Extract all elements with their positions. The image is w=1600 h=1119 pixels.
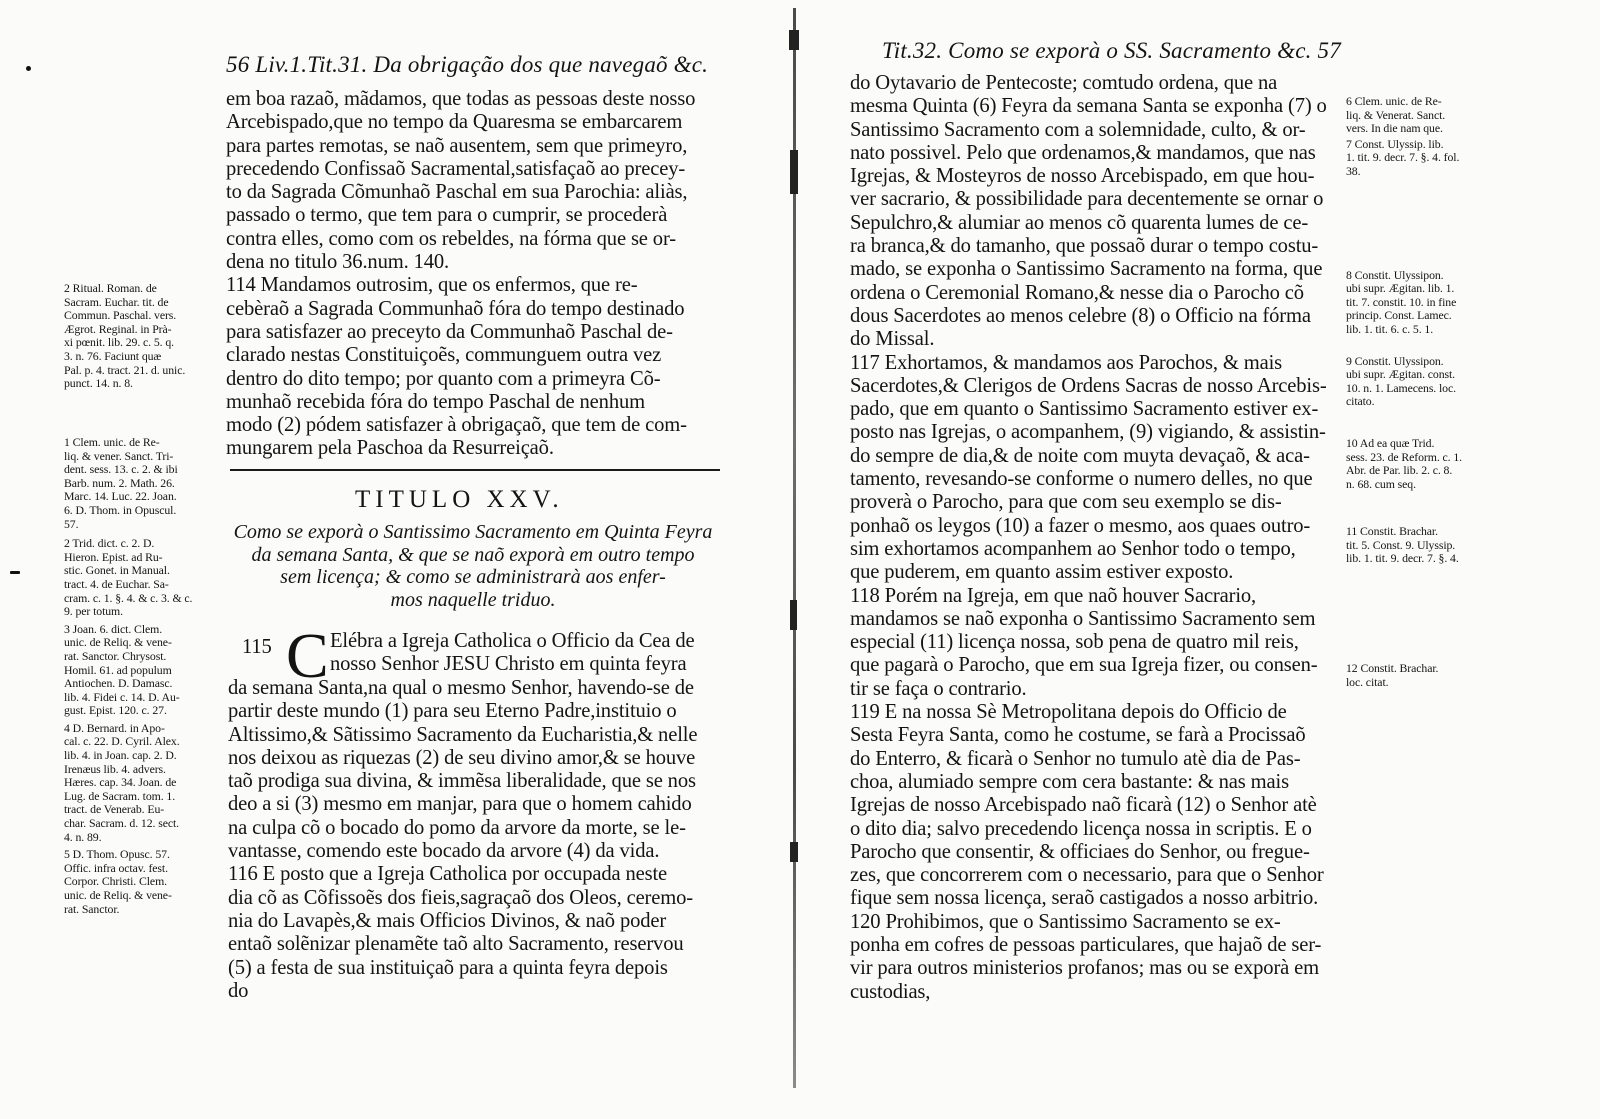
- text-line: vantasse, comendo este bocado da arvore (4) da vida.: [228, 840, 660, 863]
- margin-note: 5 D. Thom. Opusc. 57. Offic. infra octav. fest. Corpor. Christi. Clem. unic. de Reliq. & vene- rat. Sanctor.: [64, 847, 172, 916]
- text-line: dia cõ as Cõfissoẽs dos fieis,sagraçaõ dos Oleos, ceremo-: [228, 886, 693, 909]
- text-line: mungarem pela Paschoa da Resurreiçaõ.: [226, 437, 554, 460]
- text-line: (5) a festa de sua instituiçaõ para a quinta feyra depois: [228, 956, 668, 979]
- text-line: mandamos se naõ exponha o Santissimo Sacramento sem: [850, 607, 1316, 630]
- subtitle-line: sem licença; & como se administrarà aos enfer-: [280, 566, 666, 588]
- margin-note: 8 Constit. Ulyssipon. ubi supr. Ægitan. lib. 1. tit. 7. constit. 10. in fine princip. Const. Lamec. lib. 1. tit. 6. c. 5. 1.: [1346, 267, 1457, 336]
- text-line: Elébra a Igreja Catholica o Officio da Cea de: [330, 630, 695, 652]
- margin-note: 7 Const. Ulyssip. lib. 1. tit. 9. decr. 7. §. 4. fol. 38.: [1346, 136, 1460, 178]
- margin-note: 10 Ad ea quæ Trid. sess. 23. de Reform. c. 1. Abr. de Par. lib. 2. c. 8. n. 68. cum seq.: [1346, 435, 1463, 491]
- text-line: mado, se exponha o Santissimo Sacramento na forma, que: [850, 258, 1323, 281]
- subtitle-line: Como se exporà o Santissimo Sacramento em Quinta Feyra: [233, 521, 713, 543]
- left-text-bottom-indented: [330, 630, 730, 677]
- text-line: ra branca,& do tamanho, que possaõ durar o tempo costu-: [850, 235, 1319, 258]
- text-line: dentro do dito tempo; por quanto com a primeyra Cõ-: [226, 367, 661, 390]
- text-line: nosso Senhor JESU Christo em quinta feyra: [330, 653, 687, 676]
- drop-cap: C: [286, 620, 329, 691]
- ink-speck: [10, 571, 20, 574]
- text-line: para satisfazer ao preceyto da Communhaõ Paschal de-: [226, 320, 673, 343]
- text-line: 116 E posto que a Igreja Catholica por occupada neste: [228, 863, 668, 886]
- left-text-bottom: [228, 677, 748, 1003]
- text-line: nos deixou as riquezas (2) de seu divino amor,& se houve: [228, 746, 696, 769]
- margin-note: 4 D. Bernard. in Apo- cal. c. 22. D. Cyril. Alex. lib. 4. in Joan. cap. 2. D. Irenæus lib. 4. advers. Hæres. cap. 34. Joan. de Lug. de Sacram. tom. 1. tract. de Venerab. Eu- char. Sacram. d. 12. sect. 4. n. 89.: [64, 720, 180, 844]
- text-line: especial (11) licença nossa, sob pena de quatro mil reis,: [850, 631, 1299, 654]
- text-line: munhaõ recebida fóra do tempo Paschal de nenhum: [226, 390, 645, 413]
- text-line: do: [228, 979, 249, 1002]
- text-line: tir se faça o contrario.: [850, 677, 1027, 700]
- text-line: custodias,: [850, 980, 931, 1003]
- subtitle-line: da semana Santa, & que se naõ exporà em outro tempo: [251, 543, 695, 566]
- text-line: cebèraõ a Sagrada Communhaõ fóra do tempo destinado: [226, 297, 685, 320]
- text-line: proverà o Parocho, para que com seu exemplo se dis-: [850, 491, 1282, 514]
- text-line: que puderem, em quanto assim estiver exposto.: [850, 561, 1234, 584]
- text-line: Altissimo,& Sãtissimo Sacramento da Eucharistia,& nelle: [228, 723, 698, 746]
- right-text: [850, 72, 1380, 1004]
- text-line: Arcebispado,que no tempo da Quaresma se embarcarem: [226, 111, 683, 134]
- text-line: deo a si (3) mesmo em manjar, para que o homem cahido: [228, 793, 692, 816]
- right-running-head: Tit.32. Como se exporà o SS. Sacramento &c. 57: [882, 38, 1341, 63]
- text-line: taõ prodiga sua divina, & immẽsa liberalidade, que se nos: [228, 770, 696, 793]
- margin-note: 6 Clem. unic. de Re- liq. & Venerat. Sanct. vers. In die nam que.: [1346, 94, 1446, 136]
- titulo-subtitle: [228, 521, 718, 611]
- text-line: 118 Porém na Igreja, em que naõ houver Sacrario,: [850, 584, 1257, 607]
- text-line: Santissimo Sacramento com a solemnidade, culto, & or-: [850, 118, 1306, 141]
- text-line: vir para outros ministerios profanos; mas ou se exporà em: [850, 957, 1319, 980]
- text-line: tamento, revesando-se conforme o numero delles, no que: [850, 468, 1313, 491]
- text-line: 120 Prohibimos, que o Santissimo Sacramento se ex-: [850, 910, 1281, 933]
- subtitle-line: mos naquelle triduo.: [390, 588, 556, 611]
- margin-note: 2 Ritual. Roman. de Sacram. Euchar. tit. de Commun. Paschal. vers. Ægrot. Reginal. in Prà- xi pœnit. lib. 29. c. 5. q. 3. n. 76. Faciunt quæ Pal. p. 4. tract. 21. d. unic. punct. 14. n. 8.: [64, 281, 186, 391]
- text-line: Igrejas, & Mosteyros de nosso Arcebispado, em que hou-: [850, 165, 1315, 188]
- text-line: em boa razaõ, mãdamos, que todas as pessoas deste nosso: [226, 88, 696, 110]
- left-margin-notes-bottom: [64, 436, 224, 926]
- text-line: do Oytavario de Pentecoste; comtudo ordena, que na: [850, 72, 1278, 94]
- text-line: precedendo Confissaõ Sacramental,satisfaçaõ ao precey-: [226, 157, 686, 180]
- text-line: posto nas Igrejas, o acompanhem, (9) vigiando, & assistin-: [850, 421, 1326, 444]
- text-line: zes, que concorrerem com o necessario, para que o Senhor: [850, 864, 1324, 887]
- text-line: do Enterro, & ficarà o Senhor no tumulo atè dia de Pas-: [850, 747, 1301, 770]
- text-line: fique sem nossa licença, seraõ castigados a nosso arbitrio.: [850, 887, 1319, 910]
- text-line: para partes remotas, se naõ ausentem, sem que primeyro,: [226, 134, 688, 157]
- text-line: ver sacrario, & possibilidade para decentemente se ornar o: [850, 188, 1324, 211]
- text-line: to da Sagrada Cõmunhaõ Paschal em sua Parochia: aliàs,: [226, 181, 688, 204]
- left-text-top: [226, 88, 746, 461]
- right-page: [790, 0, 1600, 1119]
- text-line: Parocho que consentir, & officiaes do Senhor, ou fregue-: [850, 840, 1310, 863]
- text-line: 117 Exhortamos, & mandamos aos Parochos, & mais: [850, 351, 1283, 374]
- text-line: que pagarà o Parocho, que em sua Igreja fizer, ou consen-: [850, 654, 1318, 677]
- text-line: na culpa cõ o bocado do pomo da arvore da morte, se le-: [228, 816, 686, 839]
- text-line: entaõ solẽnizar plenamẽte taõ alto Sacramento, reservou: [228, 933, 684, 956]
- text-line: Igrejas de nosso Arcebispado naõ ficarà (12) o Senhor atè: [850, 794, 1317, 817]
- text-line: choa, alumiado sempre com cera bastante: & nas mais: [850, 770, 1289, 793]
- margin-note: 9 Constit. Ulyssipon. ubi supr. Ægitan. const. 10. n. 1. Lamecens. loc. citato.: [1346, 353, 1456, 409]
- text-line: da semana Santa,na qual o mesmo Senhor, havendo-se de: [228, 677, 694, 699]
- text-line: nia do Lavapès,& mais Officios Divinos, & naõ poder: [228, 909, 667, 932]
- text-line: ordena o Ceremonial Romano,& nesse dia o Parocho cõ: [850, 281, 1304, 304]
- text-line: Sepulchro,& alumiar ao menos cõ quarenta lumes de ce-: [850, 211, 1309, 234]
- text-line: ponha em cofres de pessoas particulares, que hajaõ de ser-: [850, 933, 1322, 956]
- text-line: o dito dia; salvo precedendo licença nossa in scriptis. E o: [850, 817, 1312, 840]
- paragraph-number-115: 115: [242, 636, 272, 658]
- margin-note: 3 Joan. 6. dict. Clem. unic. de Reliq. & vene- rat. Sanctor. Chrysost. Homil. 61. ad populum Antiochen. D. Damasc. lib. 4. Fidei c. 14. D. Au- gust. Epist. 120. c. 27.: [64, 621, 180, 718]
- text-line: ponhaõ os leygos (10) a fazer o mesmo, aos quaes outro-: [850, 514, 1311, 537]
- text-line: Sesta Feyra Santa, como he costume, se farà a Procissaõ: [850, 724, 1306, 747]
- text-line: 114 Mandamos outrosim, que os enfermos, que re-: [226, 274, 638, 297]
- ink-speck: [26, 66, 31, 71]
- text-line: passado o termo, que tem para o cumprir, se procederà: [226, 204, 668, 227]
- left-page: [0, 0, 790, 1119]
- left-margin-notes-top: [64, 282, 224, 401]
- text-line: dena no titulo 36.num. 140.: [226, 251, 450, 274]
- text-line: nato possivel. Pelo que ordenamos,& mandamos, que nas: [850, 141, 1316, 164]
- section-rule: [230, 469, 720, 471]
- titulo-heading: TITULO XXV.: [355, 486, 564, 513]
- text-line: dous Sacerdotes ao menos celebre (8) o Officio na fórma: [850, 304, 1311, 327]
- text-line: contra elles, como com os rebeldes, na fórma que se or-: [226, 227, 676, 250]
- text-line: partir deste mundo (1) para seu Eterno Padre,instituio o: [228, 700, 677, 723]
- text-line: sim exhortamos acompanhem ao Senhor todo o tempo,: [850, 537, 1296, 560]
- margin-note: 12 Constit. Brachar. loc. citat.: [1346, 661, 1439, 689]
- margin-note: 2 Trid. dict. c. 2. D. Hieron. Epist. ad Ru- stic. Gonet. in Manual. tract. 4. de Euchar. Sa- cram. c. 1. §. 4. & c. 3. & c. 9. per totum.: [64, 536, 193, 619]
- text-line: mesma Quinta (6) Feyra da semana Santa se exponha (7) o: [850, 95, 1327, 118]
- text-line: clarado nestas Constituiçoẽs, communguem outra vez: [226, 344, 662, 367]
- text-line: modo (2) pódem satisfazer à obrigaçaõ, que tem de com-: [226, 414, 687, 437]
- margin-note: 1 Clem. unic. de Re- liq. & vener. Sanct. Tri- dent. sess. 13. c. 2. & ibi Barb. num. 2. Math. 26. Marc. 14. Luc. 22. Joan. 6. D. Thom. in Opuscul. 57.: [64, 435, 178, 531]
- text-line: do Missal.: [850, 328, 935, 351]
- text-line: pado, que em quanto o Santissimo Sacramento estiver ex-: [850, 398, 1319, 421]
- text-line: Sacerdotes,& Clerigos de Ordens Sacras de nosso Arcebis-: [850, 374, 1327, 397]
- text-line: do sempre de dia,& de noite com muyta devaçaõ, & aca-: [850, 444, 1310, 467]
- margin-note: 11 Constit. Brachar. tit. 5. Const. 9. Ulyssip. lib. 1. tit. 9. decr. 7. §. 4.: [1346, 524, 1459, 566]
- text-line: 119 E na nossa Sè Metropolitana depois do Officio de: [850, 701, 1287, 724]
- right-margin-notes: [1346, 95, 1506, 699]
- left-running-head: 56 Liv.1.Tit.31. Da obrigação dos que navegaõ &c.: [226, 52, 709, 77]
